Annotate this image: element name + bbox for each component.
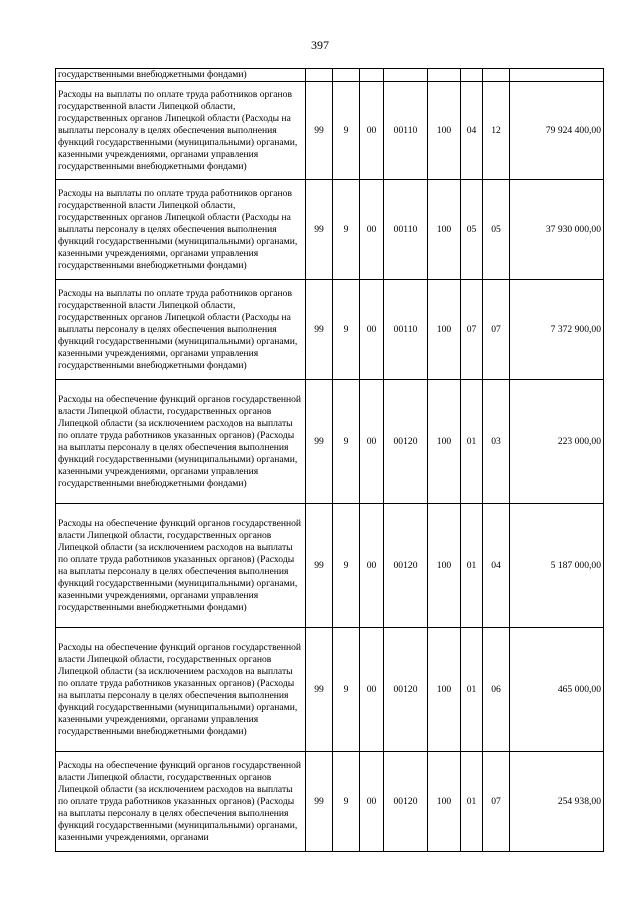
main-event-code: 00 <box>360 180 384 280</box>
direction-code: 00110 <box>384 180 428 280</box>
subprogram-code: 9 <box>333 752 360 852</box>
row-description: Расходы на выплаты по оплате труда работников органов государственной власти Липецкой области, государственных органов Липецкой области (Расходы на выплаты персоналу в целях обеспечения выполнения функций государственными (муниципальными) органами, казенными учреждениями, органами управления государственными внебюджетными фондами) <box>56 180 306 280</box>
direction-code: 00120 <box>384 752 428 852</box>
expense-type-code: 100 <box>428 504 461 628</box>
subsection-code: 12 <box>483 82 510 180</box>
section-code: 05 <box>461 180 483 280</box>
amount: 465 000,00 <box>510 628 604 752</box>
expense-type-code: 100 <box>428 82 461 180</box>
row-description: Расходы на обеспечение функций органов государственной власти Липецкой области, государственных органов Липецкой области (за исключением расходов на выплаты по оплате труда работников указанных органов) (Расходы на выплаты персоналу в целях обеспечения выполнения функций государственными (муниципальными) органами, казенными учреждениями, органами <box>56 752 306 852</box>
direction-code: 00120 <box>384 628 428 752</box>
expense-type-code: 100 <box>428 628 461 752</box>
direction-code <box>384 69 428 82</box>
expense-type-code: 100 <box>428 180 461 280</box>
subsection-code: 07 <box>483 752 510 852</box>
program-code: 99 <box>306 180 333 280</box>
subprogram-code: 9 <box>333 628 360 752</box>
main-event-code: 00 <box>360 752 384 852</box>
program-code: 99 <box>306 628 333 752</box>
table-row <box>56 82 604 180</box>
amount: 37 930 000,00 <box>510 180 604 280</box>
program-code: 99 <box>306 752 333 852</box>
program-code <box>306 69 333 82</box>
main-event-code: 00 <box>360 504 384 628</box>
row-description: Расходы на обеспечение функций органов государственной власти Липецкой области, государственных органов Липецкой области (за исключением расходов на выплаты по оплате труда работников указанных органов) (Расходы на выплаты персоналу в целях обеспечения выполнения функций государственными (муниципальными) органами, казенными учреждениями, органами управления государственными внебюджетными фондами) <box>56 628 306 752</box>
expense-type-code <box>428 69 461 82</box>
section-code <box>461 69 483 82</box>
amount: 223 000,00 <box>510 380 604 504</box>
program-code: 99 <box>306 82 333 180</box>
section-code: 01 <box>461 752 483 852</box>
row-description: Расходы на обеспечение функций органов государственной власти Липецкой области, государственных органов Липецкой области (за исключением расходов на выплаты по оплате труда работников указанных органов) (Расходы на выплаты персоналу в целях обеспечения выполнения функций государственными (муниципальными) органами, казенными учреждениями, органами управления государственными внебюджетными фондами) <box>56 504 306 628</box>
subsection-code: 03 <box>483 380 510 504</box>
direction-code: 00120 <box>384 504 428 628</box>
subsection-code <box>483 69 510 82</box>
section-code: 01 <box>461 504 483 628</box>
subprogram-code: 9 <box>333 180 360 280</box>
page-number: 397 <box>311 38 329 52</box>
program-code: 99 <box>306 380 333 504</box>
row-description: Расходы на выплаты по оплате труда работников органов государственной власти Липецкой области, государственных органов Липецкой области (Расходы на выплаты персоналу в целях обеспечения выполнения функций государственными (муниципальными) органами, казенными учреждениями, органами управления государственными внебюджетными фондами) <box>56 280 306 380</box>
amount: 7 372 900,00 <box>510 280 604 380</box>
section-code: 04 <box>461 82 483 180</box>
direction-code: 00110 <box>384 280 428 380</box>
table-row <box>56 752 604 852</box>
table-row <box>56 69 604 82</box>
row-description: Расходы на выплаты по оплате труда работников органов государственной власти Липецкой области, государственных органов Липецкой области (Расходы на выплаты персоналу в целях обеспечения выполнения функций государственными (муниципальными) органами, казенными учреждениями, органами управления государственными внебюджетными фондами) <box>56 82 306 180</box>
section-code: 01 <box>461 628 483 752</box>
program-code: 99 <box>306 280 333 380</box>
subprogram-code: 9 <box>333 280 360 380</box>
subprogram-code: 9 <box>333 380 360 504</box>
main-event-code: 00 <box>360 82 384 180</box>
table-row <box>56 628 604 752</box>
direction-code: 00120 <box>384 380 428 504</box>
table-row <box>56 180 604 280</box>
program-code: 99 <box>306 504 333 628</box>
amount: 79 924 400,00 <box>510 82 604 180</box>
table-row <box>56 280 604 380</box>
amount: 254 938,00 <box>510 752 604 852</box>
budget-table <box>55 68 604 852</box>
main-event-code: 00 <box>360 280 384 380</box>
main-event-code <box>360 69 384 82</box>
subprogram-code <box>333 69 360 82</box>
row-description: государственными внебюджетными фондами) <box>56 69 306 82</box>
table-row <box>56 380 604 504</box>
expense-type-code: 100 <box>428 380 461 504</box>
main-event-code: 00 <box>360 380 384 504</box>
table-row <box>56 504 604 628</box>
subprogram-code: 9 <box>333 82 360 180</box>
amount: 5 187 000,00 <box>510 504 604 628</box>
expense-type-code: 100 <box>428 280 461 380</box>
expense-type-code: 100 <box>428 752 461 852</box>
subprogram-code: 9 <box>333 504 360 628</box>
subsection-code: 04 <box>483 504 510 628</box>
amount <box>510 69 604 82</box>
subsection-code: 06 <box>483 628 510 752</box>
section-code: 01 <box>461 380 483 504</box>
main-event-code: 00 <box>360 628 384 752</box>
section-code: 07 <box>461 280 483 380</box>
subsection-code: 05 <box>483 180 510 280</box>
row-description: Расходы на обеспечение функций органов государственной власти Липецкой области, государственных органов Липецкой области (за исключением расходов на выплаты по оплате труда работников указанных органов) (Расходы на выплаты персоналу в целях обеспечения выполнения функций государственными (муниципальными) органами, казенными учреждениями, органами управления государственными внебюджетными фондами) <box>56 380 306 504</box>
subsection-code: 07 <box>483 280 510 380</box>
direction-code: 00110 <box>384 82 428 180</box>
